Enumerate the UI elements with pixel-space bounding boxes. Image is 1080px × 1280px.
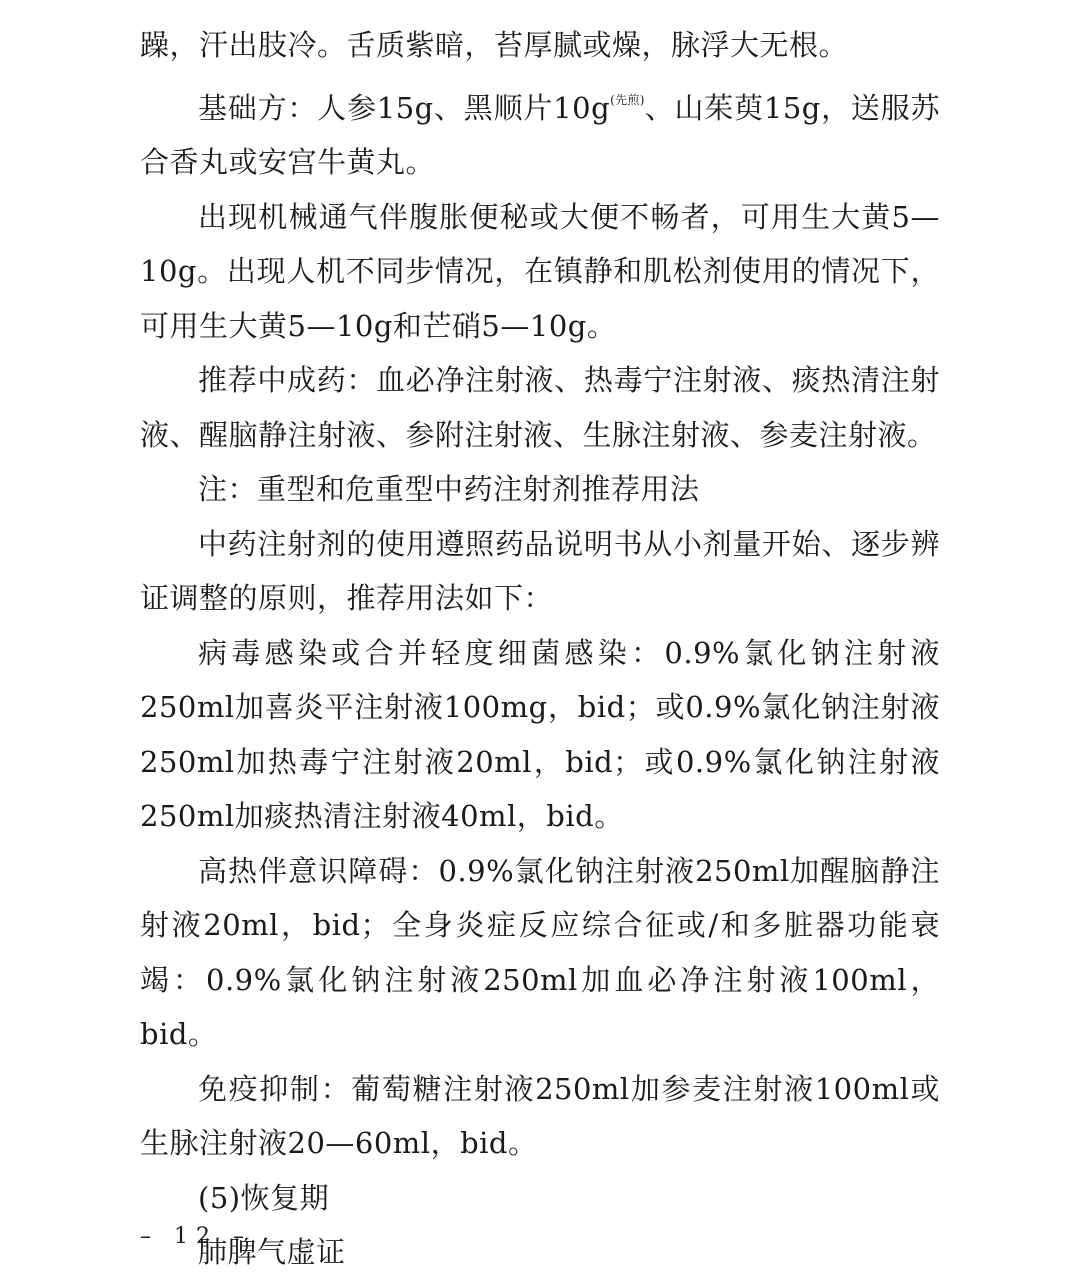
paragraph-base-formula: [140, 73, 940, 190]
paragraph-injection-principle: 中药注射剂的使用遵照药品说明书从小剂量开始、逐步辨证调整的原则，推荐用法如下：: [140, 526, 940, 615]
paragraph-high-fever: 高热伴意识障碍：0.9%氯化钠注射液250ml加醒脑静注射液20ml，bid；全身炎症反应综合征或/和多脏器功能衰竭：0.9%氯化钠注射液250ml加血必净注射液100ml，bid。: [140, 853, 940, 1051]
document-body: [140, 18, 940, 1280]
paragraph-viral-infection: 病毒感染或合并轻度细菌感染：0.9%氯化钠注射液250ml加喜炎平注射液100mg，bid；或0.9%氯化钠注射液250ml加热毒宁注射液20ml，bid；或0.9%氯化钠注射液250ml加痰热清注射液40ml，bid。: [140, 635, 940, 833]
decoct-first-note: (先煎): [610, 92, 645, 107]
page-number: – 12 –: [140, 1224, 252, 1249]
formula-text-part1: 基础方：人参15g、黑顺片10g: [198, 90, 611, 125]
paragraph-immunosuppression: 免疫抑制：葡萄糖注射液250ml加参麦注射液100ml或生脉注射液20—60ml，bid。: [140, 1071, 940, 1160]
paragraph-injection-note-heading: 注：重型和危重型中药注射剂推荐用法: [198, 472, 700, 506]
syndrome-heading: 肺脾气虚证: [198, 1235, 346, 1269]
paragraph-mechanical-ventilation: 出现机械通气伴腹胀便秘或大便不畅者，可用生大黄5—10g。出现人机不同步情况，在镇静和肌松剂使用的情况下，可用生大黄5—10g和芒硝5—10g。: [140, 199, 940, 343]
paragraph-symptoms-continued: 躁，汗出肢冷。舌质紫暗，苔厚腻或燥，脉浮大无根。: [140, 28, 849, 62]
paragraph-recommended-medicines: 推荐中成药：血必净注射液、热毒宁注射液、痰热清注射液、醒脑静注射液、参附注射液、生脉注射液、参麦注射液。: [140, 363, 940, 452]
formula-text-part2: 、山茱萸15g，送服苏合香丸或安宫牛黄丸。: [140, 90, 941, 179]
section-heading-recovery: (5)恢复期: [198, 1180, 330, 1215]
